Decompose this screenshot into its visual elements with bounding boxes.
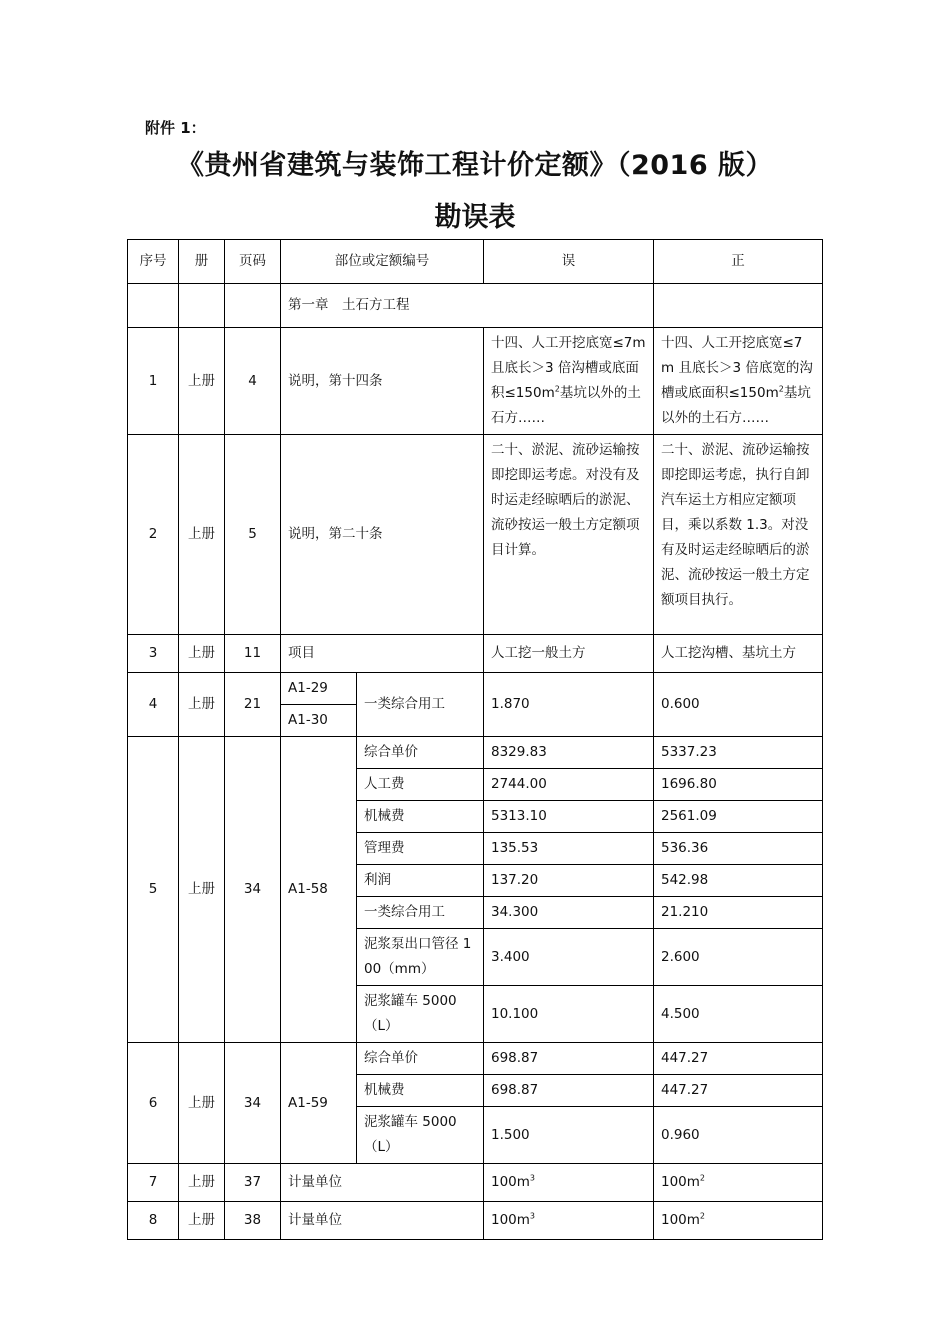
row-wrong: 34.300 (484, 897, 654, 929)
row-correct: 人工挖沟槽、基坑土方 (654, 635, 823, 673)
row-wrong: 5313.10 (484, 801, 654, 833)
row-page: 34 (225, 737, 281, 1043)
table-row (128, 1202, 823, 1240)
row-item: 一类综合用工 (357, 897, 484, 929)
row-item: 人工费 (357, 769, 484, 801)
row-item: 利润 (357, 865, 484, 897)
row-item: 泥浆泵出口管径 100（mm） (357, 929, 484, 986)
row-wrong: 3.400 (484, 929, 654, 986)
header-volume: 册 (179, 240, 225, 284)
row-correct: 536.36 (654, 833, 823, 865)
row-page: 4 (225, 328, 281, 435)
table-row (128, 673, 823, 705)
row-volume: 上册 (179, 328, 225, 435)
row-no: 8 (128, 1202, 179, 1240)
row-volume: 上册 (179, 673, 225, 737)
row-wrong: 698.87 (484, 1043, 654, 1075)
header-wrong: 误 (484, 240, 654, 284)
row-wrong: $100m^3$ (484, 1202, 654, 1240)
row-wrong: 1.870 (484, 673, 654, 737)
row-correct: 1696.80 (654, 769, 823, 801)
chapter-row (128, 284, 823, 328)
row-page: 34 (225, 1043, 281, 1164)
row-volume: 上册 (179, 1202, 225, 1240)
header-page: 页码 (225, 240, 281, 284)
row-wrong: 698.87 (484, 1075, 654, 1107)
row-item: 管理费 (357, 833, 484, 865)
row-location: 说明，第二十条 (281, 435, 484, 635)
row-correct: 542.98 (654, 865, 823, 897)
table-row (128, 737, 823, 769)
row-correct: 5337.23 (654, 737, 823, 769)
row-wrong: 1.500 (484, 1107, 654, 1164)
row-item: 泥浆罐车 5000（L） (357, 1107, 484, 1164)
table-row (128, 1043, 823, 1075)
row-item: 综合单价 (357, 1043, 484, 1075)
row-page: 5 (225, 435, 281, 635)
row-code: A1-29 (281, 673, 357, 705)
row-correct: 二十、淤泥、流砂运输按即挖即运考虑，执行自卸汽车运土方相应定额项目，乘以系数 1.3。对没有及时运走经晾晒后的淤泥、流砂按运一般土方定额项目执行。 (654, 435, 823, 635)
row-no: 6 (128, 1043, 179, 1164)
table-row (128, 635, 823, 673)
row-location: 计量单位 (281, 1164, 484, 1202)
row-wrong: 十四、人工开挖底宽≤7m 且底长＞3 倍沟槽或底面积$\le 150m^2$基坑以外的土石方…… (484, 328, 654, 435)
row-wrong: 135.53 (484, 833, 654, 865)
row-wrong: 人工挖一般土方 (484, 635, 654, 673)
row-volume: 上册 (179, 1043, 225, 1164)
row-correct: 21.210 (654, 897, 823, 929)
row-item: 综合单价 (357, 737, 484, 769)
row-correct: $100m^2$ (654, 1164, 823, 1202)
row-no: 5 (128, 737, 179, 1043)
row-wrong: 二十、淤泥、流砂运输按即挖即运考虑。对没有及时运走经晾晒后的淤泥、流砂按运一般土方定额项目计算。 (484, 435, 654, 635)
row-no: 2 (128, 435, 179, 635)
errata-table (127, 239, 823, 1240)
row-correct: 0.600 (654, 673, 823, 737)
row-code: A1-59 (281, 1043, 357, 1164)
header-no: 序号 (128, 240, 179, 284)
row-no: 1 (128, 328, 179, 435)
table-row (128, 435, 823, 635)
row-correct: 十四、人工开挖底宽≤7m 且底长＞3 倍底宽的沟槽或底面积$\le 150m^2$基坑以外的土石方…… (654, 328, 823, 435)
row-correct: $100m^2$ (654, 1202, 823, 1240)
row-item: 机械费 (357, 1075, 484, 1107)
row-location: 项目 (281, 635, 484, 673)
row-correct: 0.960 (654, 1107, 823, 1164)
table-row (128, 1164, 823, 1202)
row-correct: 447.27 (654, 1043, 823, 1075)
row-correct: 447.27 (654, 1075, 823, 1107)
row-page: 21 (225, 673, 281, 737)
row-volume: 上册 (179, 435, 225, 635)
row-wrong: 8329.83 (484, 737, 654, 769)
row-volume: 上册 (179, 635, 225, 673)
table-row (128, 328, 823, 435)
document-title: 《贵州省建筑与装饰工程计价定额》（2016 版） (176, 150, 774, 181)
row-page: 37 (225, 1164, 281, 1202)
row-wrong: $100m^3$ (484, 1164, 654, 1202)
row-page: 11 (225, 635, 281, 673)
row-no: 3 (128, 635, 179, 673)
row-wrong: 2744.00 (484, 769, 654, 801)
chapter-title: 第一章 土石方工程 (281, 284, 654, 328)
row-volume: 上册 (179, 1164, 225, 1202)
row-location: 说明，第十四条 (281, 328, 484, 435)
row-location: 计量单位 (281, 1202, 484, 1240)
document-subtitle: 勘误表 (434, 202, 516, 233)
header-location: 部位或定额编号 (281, 240, 484, 284)
table-header-row (128, 240, 823, 284)
row-no: 4 (128, 673, 179, 737)
row-wrong: 137.20 (484, 865, 654, 897)
header-correct: 正 (654, 240, 823, 284)
row-item: 机械费 (357, 801, 484, 833)
attachment-label: 附件 1： (145, 119, 206, 137)
row-code: A1-58 (281, 737, 357, 1043)
row-item: 一类综合用工 (357, 673, 484, 737)
row-correct: 2.600 (654, 929, 823, 986)
row-item: 泥浆罐车 5000（L） (357, 986, 484, 1043)
row-no: 7 (128, 1164, 179, 1202)
row-code: A1-30 (281, 705, 357, 737)
row-correct: 4.500 (654, 986, 823, 1043)
row-correct: 2561.09 (654, 801, 823, 833)
row-volume: 上册 (179, 737, 225, 1043)
row-page: 38 (225, 1202, 281, 1240)
row-wrong: 10.100 (484, 986, 654, 1043)
